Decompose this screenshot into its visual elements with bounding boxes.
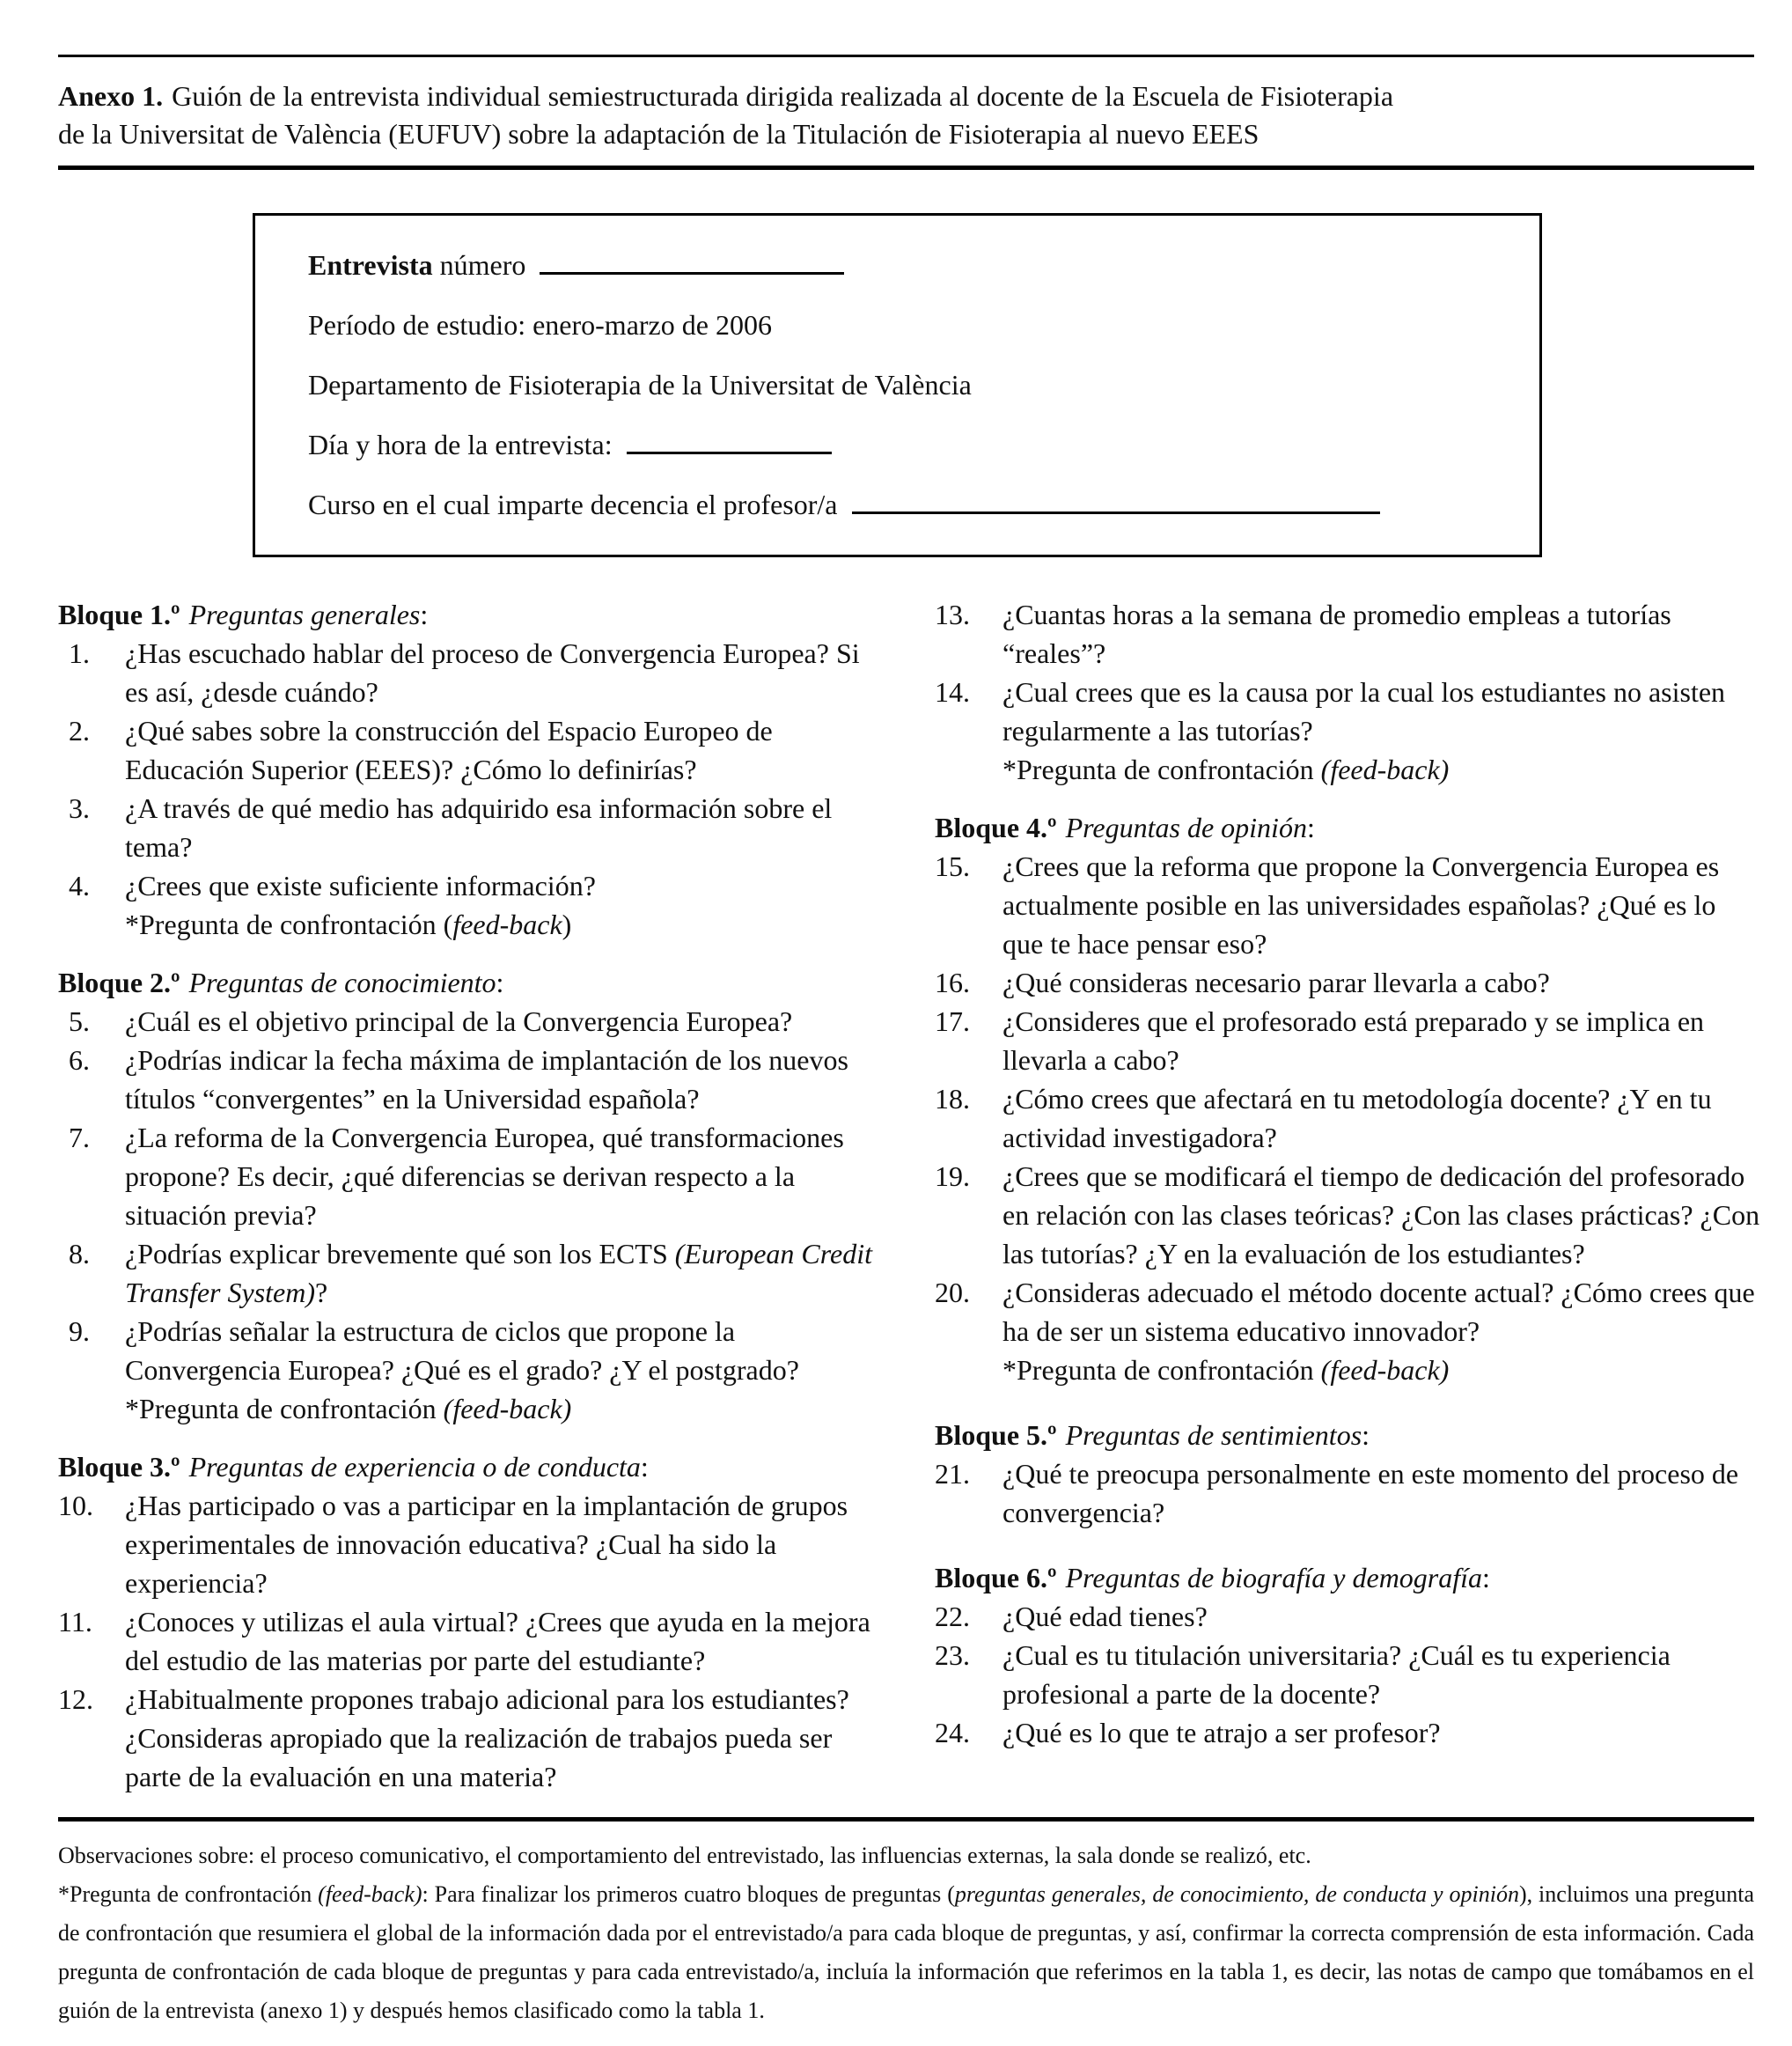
block-title: Preguntas de sentimientos bbox=[1065, 1419, 1362, 1451]
question-number: 11. bbox=[58, 1606, 92, 1638]
question-item bbox=[935, 1002, 1762, 1079]
block-6 bbox=[935, 1558, 1762, 1752]
question-text: ¿Cuantas horas a la semana de promedio empleas a tutorías “reales”? bbox=[1002, 599, 1671, 669]
block-number: Bloque 5.º bbox=[935, 1419, 1057, 1451]
block-title: Preguntas generales bbox=[188, 599, 421, 630]
question-text: ¿Has escuchado hablar del proceso de Convergencia Europea? Si es así, ¿desde cuándo? bbox=[125, 637, 860, 708]
caption-bottom-rule bbox=[58, 166, 1754, 170]
interview-form-box bbox=[253, 213, 1542, 557]
question-number: 10. bbox=[58, 1490, 93, 1521]
feedback-note bbox=[935, 1351, 1762, 1389]
question-text: ¿Cómo crees que afectará en tu metodología docente? ¿Y en tu actividad investigadora? bbox=[1002, 1083, 1712, 1153]
question-text: ¿Podrías indicar la fecha máxima de implantación de los nuevos títulos “convergentes” en la Universidad española? bbox=[125, 1044, 848, 1115]
question-number: 19. bbox=[935, 1160, 970, 1192]
annex-caption bbox=[58, 77, 1730, 153]
question-item bbox=[935, 673, 1762, 750]
note-italic-feedback: (feed-back) bbox=[318, 1881, 422, 1907]
note-italic-categories: preguntas generales, de conocimiento, de conducta y opinión bbox=[954, 1881, 1519, 1907]
footer-notes bbox=[58, 1836, 1754, 2030]
question-text: ¿Qué es lo que te atrajo a ser profesor? bbox=[1002, 1717, 1441, 1748]
block-title: Preguntas de conocimiento bbox=[188, 967, 496, 998]
question-item bbox=[935, 847, 1762, 963]
question-number: 24. bbox=[935, 1717, 970, 1748]
question-number: 14. bbox=[935, 676, 970, 708]
question-text: ¿Qué te preocupa personalmente en este momento del proceso de convergencia? bbox=[1002, 1458, 1739, 1528]
question-text: ¿Has participado o vas a participar en la implantación de grupos experimentales de innovación educativa? ¿Cual ha sido la experiencia? bbox=[125, 1490, 848, 1599]
form-curso bbox=[308, 487, 1380, 522]
question-number: 13. bbox=[935, 599, 970, 630]
question-number: 12. bbox=[58, 1683, 93, 1715]
question-number: 20. bbox=[935, 1277, 970, 1308]
form-periodo: Período de estudio: enero-marzo de 2006 bbox=[308, 309, 772, 341]
feedback-label: *Pregunta de confrontación bbox=[125, 909, 437, 940]
question-number: 2. bbox=[69, 715, 90, 747]
block-1 bbox=[58, 595, 885, 944]
question-text: ¿Conoces y utilizas el aula virtual? ¿Crees que ayuda en la mejora del estudio de las materias por parte del estudiante? bbox=[125, 1606, 870, 1676]
question-item bbox=[935, 963, 1762, 1002]
dia-hora-field[interactable] bbox=[627, 429, 832, 454]
form-numero-label: número bbox=[439, 249, 526, 281]
question-text: ¿Habitualmente propones trabajo adicional para los estudiantes? ¿Consideras apropiado que la realización de trabajos pueda ser parte de la evaluación en una materia? bbox=[125, 1683, 849, 1792]
question-number: 3. bbox=[69, 792, 90, 824]
block-3 bbox=[58, 1447, 885, 1796]
form-dia-hora bbox=[308, 427, 832, 462]
right-column bbox=[935, 595, 1762, 1771]
feedback-label: *Pregunta de confrontación bbox=[125, 1393, 437, 1424]
question-text: ¿Qué sabes sobre la construcción del Espacio Europeo de Educación Superior (EEES)? ¿Cómo lo definirías? bbox=[125, 715, 773, 785]
question-text: ¿Podrías señalar la estructura de ciclos que propone la Convergencia Europea? ¿Qué es el grado? ¿Y el postgrado? bbox=[125, 1315, 799, 1386]
block-heading: Bloque 3.º Preguntas de experiencia o de conducta: bbox=[58, 1451, 649, 1483]
feedback-note bbox=[935, 750, 1762, 789]
note-text-rest: ), incluimos una pregunta de confrontación que resumiera el global de la información dada por el entrevistado/a para cada bloque de preguntas, y así, confirmar la correcta comprensión de esta información. Cada pregunta de confrontación de cada bloque de preguntas y para cada entrevistado/a, incluía la información que referimos en la tabla 1, es decir, las notas de campo que tomábamos en el guión de la entrevista (anexo 1) y después hemos clasificado como la tabla 1. bbox=[58, 1881, 1754, 2023]
question-number: 7. bbox=[69, 1122, 90, 1153]
question-item bbox=[935, 1597, 1762, 1636]
question-item bbox=[58, 1041, 885, 1118]
question-number: 4. bbox=[69, 870, 90, 902]
question-number: 6. bbox=[69, 1044, 90, 1076]
question-item bbox=[58, 1680, 885, 1796]
question-item bbox=[58, 789, 885, 866]
feedback-note bbox=[58, 1389, 885, 1428]
form-entrevista-label: Entrevista bbox=[308, 249, 433, 281]
question-text: ¿A través de qué medio has adquirido esa información sobre el tema? bbox=[125, 792, 833, 863]
form-entrevista-numero bbox=[308, 247, 844, 283]
question-number: 9. bbox=[69, 1315, 90, 1347]
form-departamento: Departamento de Fisioterapia de la Universitat de València bbox=[308, 369, 972, 401]
question-text: ¿Cuál es el objetivo principal de la Convergencia Europea? bbox=[125, 1005, 793, 1037]
question-number: 18. bbox=[935, 1083, 970, 1115]
observaciones-note: Observaciones sobre: el proceso comunicativo, el comportamiento del entrevistado, las influencias externas, la sala donde se realizó, etc. bbox=[58, 1843, 1311, 1868]
block-heading: Bloque 1.º Preguntas generales: bbox=[58, 599, 429, 630]
form-curso-label: Curso en el cual imparte decencia el profesor/a bbox=[308, 489, 838, 520]
question-text-italic: (European Credit Transfer System) bbox=[125, 1238, 872, 1308]
question-text bbox=[125, 1234, 885, 1312]
block-title: Preguntas de experiencia o de conducta bbox=[188, 1451, 641, 1483]
block-number: Bloque 3.º bbox=[58, 1451, 180, 1483]
question-text-end: ? bbox=[315, 1277, 328, 1308]
question-text: ¿Cual es tu titulación universitaria? ¿Cuál es tu experiencia profesional a parte de la docente? bbox=[1002, 1639, 1671, 1710]
entrevista-numero-field[interactable] bbox=[540, 249, 844, 275]
caption-line-2: de la Universitat de València (EUFUV) sobre la adaptación de la Titulación de Fisioterapia al nuevo EEES bbox=[58, 118, 1260, 150]
block-heading: Bloque 6.º Preguntas de biografía y demografía: bbox=[935, 1562, 1490, 1593]
question-item bbox=[58, 1002, 885, 1041]
question-item bbox=[58, 634, 885, 711]
question-item bbox=[58, 1234, 885, 1312]
note-text-start: : Para finalizar los primeros cuatro bloques de preguntas ( bbox=[422, 1881, 955, 1907]
question-item bbox=[935, 1636, 1762, 1713]
form-dia-hora-label: Día y hora de la entrevista: bbox=[308, 429, 613, 460]
block-heading: Bloque 4.º Preguntas de opinión: bbox=[935, 812, 1315, 843]
feedback-italic: (feed-back) bbox=[1320, 1354, 1450, 1386]
confrontacion-note bbox=[58, 1875, 1754, 2030]
question-text-main: ¿Podrías explicar brevemente qué son los ECTS bbox=[125, 1238, 668, 1270]
block-title: Preguntas de opinión bbox=[1065, 812, 1307, 843]
question-text: ¿Crees que se modificará el tiempo de dedicación del profesorado en relación con las clases teóricas? ¿Con las clases prácticas? ¿Con las tutorías? ¿Y en la evaluación de los estudiantes? bbox=[1002, 1160, 1760, 1270]
question-number: 8. bbox=[69, 1238, 90, 1270]
block-title: Preguntas de biografía y demografía bbox=[1065, 1562, 1483, 1593]
question-text: ¿Crees que la reforma que propone la Convergencia Europea es actualmente posible en las universidades españolas? ¿Qué es lo que te hace pensar eso? bbox=[1002, 850, 1720, 960]
block-3-continued bbox=[935, 595, 1762, 789]
question-number: 1. bbox=[69, 637, 90, 669]
question-item bbox=[935, 1273, 1762, 1351]
question-item bbox=[58, 1312, 885, 1389]
question-number: 21. bbox=[935, 1458, 970, 1490]
feedback-label: *Pregunta de confrontación bbox=[1002, 754, 1314, 785]
question-item bbox=[935, 1454, 1762, 1532]
feedback-note: *Pregunta de confrontación (feed-back) bbox=[125, 909, 572, 940]
question-text: ¿Crees que existe suficiente información? bbox=[125, 870, 596, 902]
question-item bbox=[58, 1118, 885, 1234]
question-number: 15. bbox=[935, 850, 970, 882]
block-2 bbox=[58, 963, 885, 1428]
question-text: ¿Qué edad tienes? bbox=[1002, 1601, 1208, 1632]
question-text: ¿Consideres que el profesorado está preparado y se implica en llevarla a cabo? bbox=[1002, 1005, 1705, 1076]
block-number: Bloque 6.º bbox=[935, 1562, 1057, 1593]
question-text: ¿Cual crees que es la causa por la cual los estudiantes no asisten regularmente a las tutorías? bbox=[1002, 676, 1726, 747]
feedback-italic: feed-back bbox=[452, 909, 562, 940]
question-item bbox=[935, 595, 1762, 673]
question-item bbox=[935, 1157, 1762, 1273]
question-number: 16. bbox=[935, 967, 970, 998]
top-rule bbox=[58, 55, 1754, 57]
annex-label: Anexo 1. bbox=[58, 80, 164, 112]
block-4 bbox=[935, 808, 1762, 1389]
question-text: ¿Qué consideras necesario parar llevarla a cabo? bbox=[1002, 967, 1550, 998]
block-number: Bloque 4.º bbox=[935, 812, 1057, 843]
question-item bbox=[935, 1713, 1762, 1752]
left-column bbox=[58, 595, 885, 1815]
question-text: ¿La reforma de la Convergencia Europea, qué transformaciones propone? Es decir, ¿qué diferencias se derivan respecto a la situación previa? bbox=[125, 1122, 844, 1231]
curso-field[interactable] bbox=[852, 489, 1380, 514]
question-item bbox=[58, 711, 885, 789]
block-5 bbox=[935, 1416, 1762, 1532]
caption-line-1: Guión de la entrevista individual semiestructurada dirigida realizada al docente de la Escuela de Fisioterapia bbox=[172, 80, 1394, 112]
feedback-italic: (feed-back) bbox=[1320, 754, 1450, 785]
question-item bbox=[58, 1602, 885, 1680]
question-item bbox=[935, 1079, 1762, 1157]
note-label: *Pregunta de confrontación bbox=[58, 1881, 312, 1907]
footer-top-rule bbox=[58, 1817, 1754, 1822]
block-heading: Bloque 2.º Preguntas de conocimiento: bbox=[58, 967, 504, 998]
question-number: 22. bbox=[935, 1601, 970, 1632]
question-number: 23. bbox=[935, 1639, 970, 1671]
question-number: 17. bbox=[935, 1005, 970, 1037]
question-number: 5. bbox=[69, 1005, 90, 1037]
question-text: ¿Consideras adecuado el método docente actual? ¿Cómo crees que ha de ser un sistema educativo innovador? bbox=[1002, 1277, 1755, 1347]
block-number: Bloque 2.º bbox=[58, 967, 180, 998]
feedback-label: *Pregunta de confrontación bbox=[1002, 1354, 1314, 1386]
question-item bbox=[58, 866, 885, 905]
block-heading: Bloque 5.º Preguntas de sentimientos: bbox=[935, 1419, 1370, 1451]
block-number: Bloque 1.º bbox=[58, 599, 180, 630]
feedback-italic: (feed-back) bbox=[443, 1393, 572, 1424]
question-item bbox=[58, 1486, 885, 1602]
